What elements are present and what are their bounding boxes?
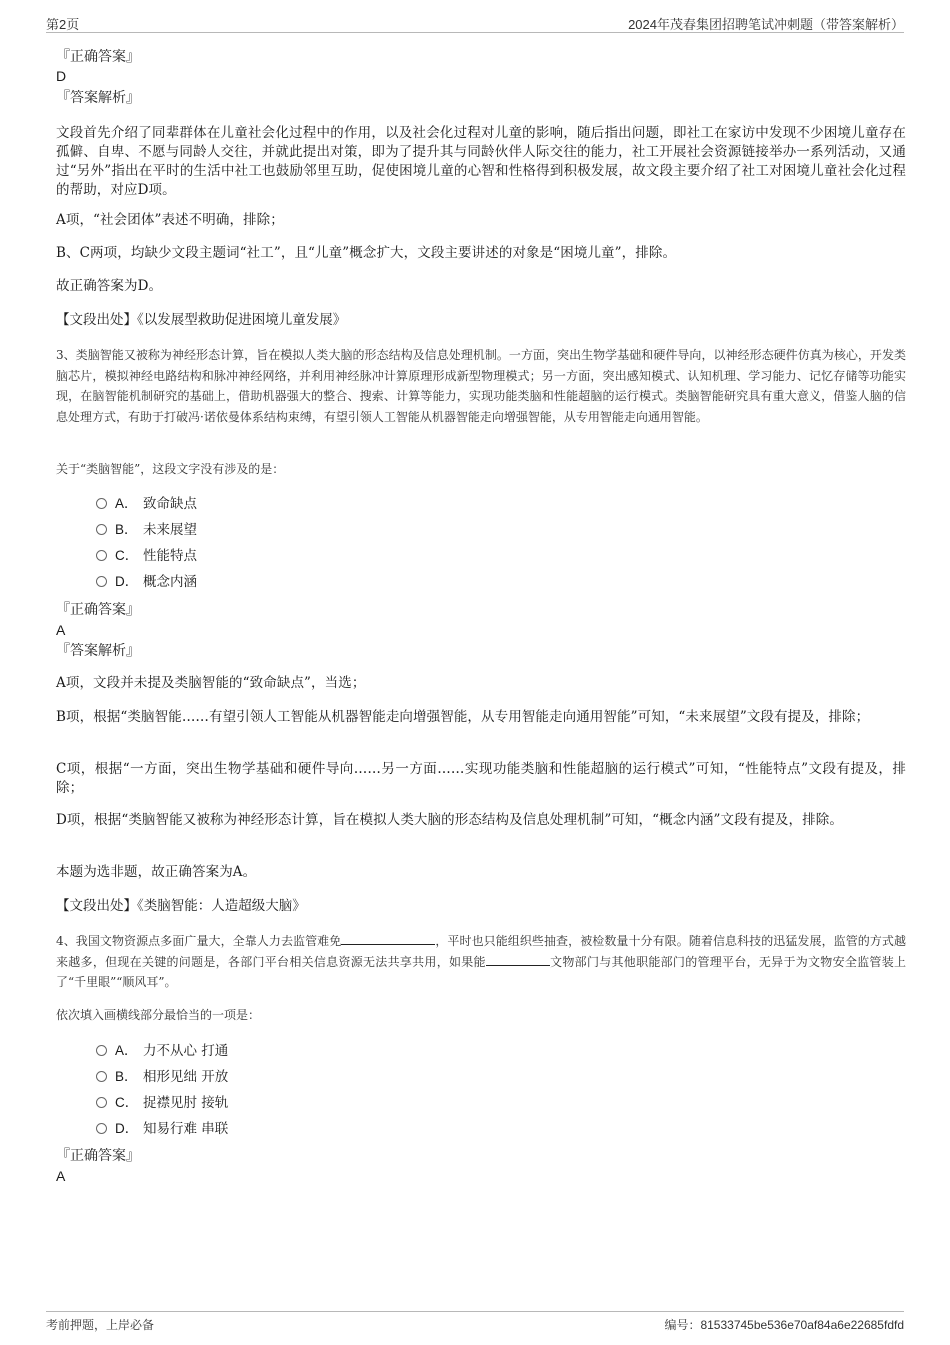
q4-stem: 4、我国文物资源点多面广量大，全靠人力去监管难免 ，平时也只能组织些抽查，被检数量十分有限。随着信息科技的迅猛发展，监管的方式越来越多，但现在关键的问题是，各部门平台相关信息资源无法共享共用，如果能 文物部门与其他职能部门的管理平台，无异于为文物安全监管装上了“千里眼”“顺风耳”。 [56,934,906,989]
q4-option-c[interactable]: C． 捉襟见肘 接轨 [96,1092,228,1114]
q2-analysis-paragraph: 故正确答案为D。 [56,278,163,294]
q2-analysis-paragraph: A项，“社会团体”表述不明确，排除； [56,212,284,228]
q3-analysis-paragraph: A项，文段并未提及类脑智能的“致命缺点”，当选； [56,675,366,691]
radio-icon[interactable] [96,1045,107,1056]
q4-option-b[interactable]: B． 相形见绌 开放 [96,1066,228,1088]
q4-question: 依次填入画横线部分最恰当的一项是： [56,1008,261,1022]
q2-analysis-paragraph: B、C两项，均缺少文段主题词“社工”，且“儿童”概念扩大，文段主要讲述的对象是“困境儿童”，排除。 [56,245,677,261]
radio-icon[interactable] [96,1097,107,1108]
q2-source: 【文段出处】《以发展型救助促进困境儿童发展》 [56,312,347,328]
q2-answer: D [56,68,67,84]
radio-icon[interactable] [96,1123,107,1134]
radio-icon[interactable] [96,576,107,587]
q4-answer: A [56,1168,66,1184]
q3-analysis-label: 『答案解析』 [56,643,140,659]
fill-blank [486,953,550,966]
radio-icon[interactable] [96,498,107,509]
document-title: 2024年茂春集团招聘笔试冲刺题（带答案解析） [628,17,904,32]
radio-icon[interactable] [96,550,107,561]
q4-option-a[interactable]: A． 力不从心 打通 [96,1040,228,1062]
q3-analysis-paragraph: 本题为选非题，故正确答案为A。 [56,864,257,880]
q3-option-b[interactable]: B． 未来展望 [96,519,197,541]
q3-analysis-paragraph: B项，根据“类脑智能……有望引领人工智能从机器智能走向增强智能，从专用智能走向通用智能”可知，“未来展望”文段有提及，排除； [56,709,870,725]
page-header [46,12,904,33]
q2-answer-label: 『正确答案』 [56,49,140,65]
document-code: 编号：81533745be536e70af84a6e22685fdfd [664,1318,904,1332]
page-footer [46,1311,904,1334]
q3-option-c[interactable]: C． 性能特点 [96,545,197,567]
q3-option-d[interactable]: D． 概念内涵 [96,571,197,593]
fill-blank [341,932,435,945]
q3-analysis-paragraph: C项，根据“一方面，突出生物学基础和硬件导向……另一方面……实现功能类脑和性能超脑的运行模式”可知，“性能特点”文段有提及，排除； [56,761,906,796]
q3-option-a[interactable]: A． 致命缺点 [96,493,197,515]
q2-analysis-paragraph: 文段首先介绍了同辈群体在儿童社会化过程中的作用，以及社会化过程对儿童的影响，随后指出问题，即社工在家访中发现不少困境儿童存在孤僻、自卑、不愿与同龄人交往，并就此提出对策，即为了提升其与同龄伙伴人际交往的能力，社工开展社会资源链接举办一系列活动，又通过“另外”指出在平时的生活中社工也鼓励邻里互助，促使困境儿童的心智和性格得到积极发展，故文段主要介绍了社工对困境儿童社会化过程的帮助，对应D项。 [56,125,906,198]
q3-question: 关于“类脑智能”，这段文字没有涉及的是： [56,462,285,476]
q3-stem: 3、类脑智能又被称为神经形态计算，旨在模拟人类大脑的形态结构及信息处理机制。一方面，突出生物学基础和硬件导向，以神经形态硬件仿真为核心，开发类脑芯片，模拟神经电路结构和脉冲神经网络，并利用神经脉冲计算原理形成新型物理模式；另一方面，突出感知模式、认知机理、学习能力、记忆存储等功能实现，在脑智能机制研究的基础上，借助机器强大的整合、搜索、计算等能力，实现功能类脑和性能超脑的运行模式。类脑智能研究具有重大意义，借鉴人脑的信息处理方式，有助于打破冯·诺依曼体系结构束缚，有望引领人工智能从机器智能走向增强智能，从专用智能走向通用智能。 [56,348,906,424]
q3-source: 【文段出处】《类脑智能：人造超级大脑》 [56,898,306,914]
q3-analysis-paragraph: D项，根据“类脑智能又被称为神经形态计算，旨在模拟人类大脑的形态结构及信息处理机制”可知，“概念内涵”文段有提及，排除。 [56,812,843,828]
q4-answer-label: 『正确答案』 [56,1148,140,1164]
q3-answer: A [56,622,66,638]
q2-analysis-label: 『答案解析』 [56,90,140,106]
radio-icon[interactable] [96,1071,107,1082]
page-number: 第2页 [46,17,80,32]
radio-icon[interactable] [96,524,107,535]
footer-slogan: 考前押题，上岸必备 [46,1318,155,1332]
q3-answer-label: 『正确答案』 [56,602,140,618]
q4-option-d[interactable]: D． 知易行难 串联 [96,1118,228,1140]
